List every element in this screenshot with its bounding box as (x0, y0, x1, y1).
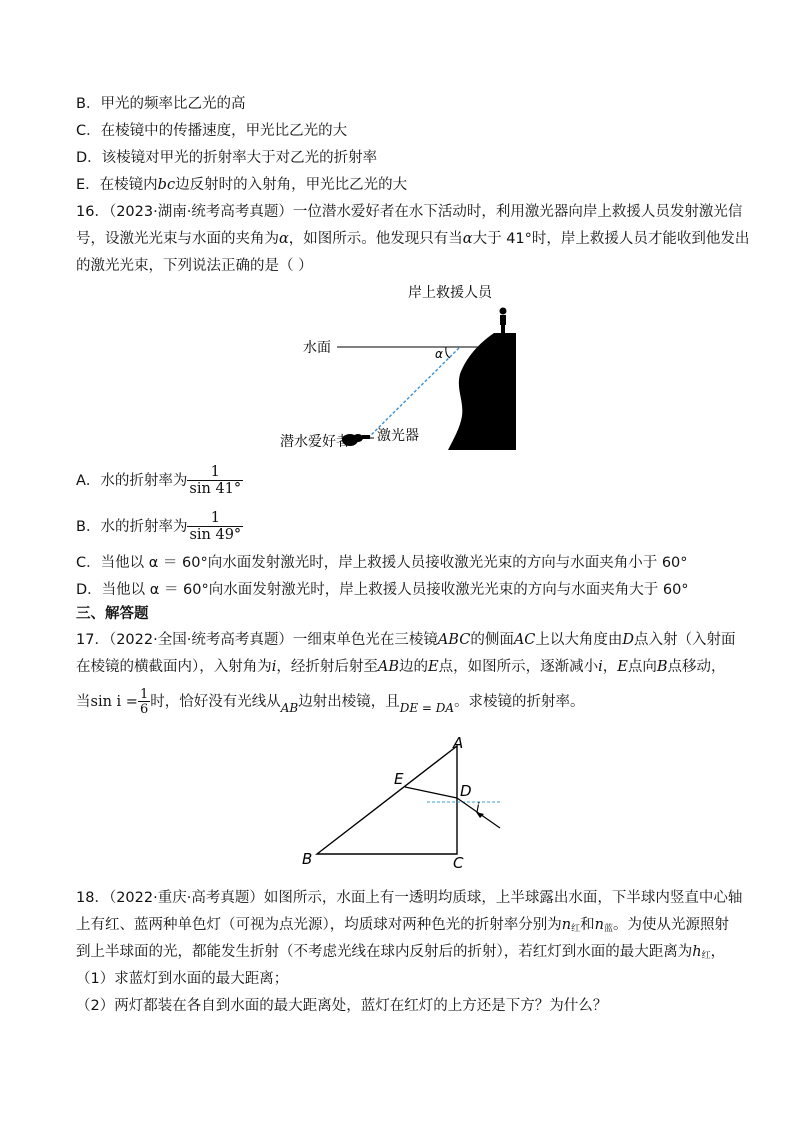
option-a-pre: A．水的折射率为 (76, 473, 188, 489)
q16-line2-b: ，如图所示。他发现只有当 (288, 231, 463, 247)
q18-l2-a: 上有红、蓝两种单色灯（可视为点光源），均质球对两种色光的折射率分别为 (76, 917, 562, 933)
angle-alpha-label: α (435, 347, 443, 361)
q17-l2-d: 点，如图所示，逐渐减小 (438, 659, 599, 675)
q17-l3-c: 边射出棱镜，且 (298, 694, 400, 710)
q17-l2-g: 点移动， (667, 659, 726, 675)
q17-line3 (76, 684, 585, 726)
option-e-post: 边反射时的入射角，甲光比乙光的大 (175, 177, 408, 193)
var-ac: AC (513, 632, 536, 648)
alpha-symbol-2: α (462, 231, 473, 247)
q17-l3-a: 当 (76, 694, 91, 710)
q17-l1-b: 的侧面 (470, 632, 514, 648)
option-b-q15: B．甲光的频率比乙光的高 (76, 96, 246, 112)
q17-l2-a: 在棱镜的横截面内），入射角为 (76, 659, 272, 675)
q18-line3 (76, 942, 725, 966)
de-equals-da: DE = DA (399, 701, 455, 715)
option-d-q15: D．该棱镜对甲光的折射率大于对乙光的折射率 (76, 150, 378, 166)
diver-label: 潜水爱好者 (280, 434, 350, 450)
var-ab: AB (377, 659, 400, 675)
prism-figure (290, 732, 520, 872)
diver-laser-figure (270, 278, 550, 460)
q18-line4: （1）求蓝灯到水面的最大距离； (76, 971, 289, 987)
option-b-pre: B．水的折射率为 (76, 519, 188, 535)
n-red-sub: 红 (571, 924, 581, 934)
prism-triangle (317, 746, 457, 854)
q18-l2-c: 。为使从光源照射 (612, 917, 729, 933)
option-a-q16 (76, 463, 243, 499)
h-red-sub: 红 (701, 951, 711, 961)
q16-line1: 16．（2023·湖南·统考高考真题）一位潜水爱好者在水下活动时，利用激光器向岸上救援人员发射激光信 (76, 204, 743, 220)
q17-l1-d: 点入射（入射面 (634, 632, 736, 648)
q16-line2-c: 大于 41°时，岸上救援人员才能收到他发出 (472, 231, 750, 247)
n-blue-sub: 蓝 (603, 924, 613, 934)
laser-beam-line (368, 347, 460, 438)
q17-l1-c: 上以大角度由 (535, 632, 623, 648)
q17-l1-a: 17．（2022·全国·统考高考真题）一细束单色光在三棱镜 (76, 632, 438, 648)
water-label: 水面 (303, 340, 331, 356)
rescuer-figure-icon (500, 308, 507, 334)
h-red: h (692, 944, 702, 960)
laser-label: 激光器 (377, 428, 419, 444)
var-e: E (428, 659, 439, 675)
one-sixth-fraction (138, 688, 150, 716)
q16-line2 (76, 229, 749, 249)
rescuer-label: 岸上救援人员 (408, 285, 492, 301)
q17-l3-d: 。求棱镜的折射率。 (454, 694, 585, 710)
sin-i-expr: sin i = (90, 694, 138, 710)
q18-l2-b: 和 (580, 917, 595, 933)
var-i-2: i (598, 659, 603, 675)
q17-line1 (76, 630, 736, 650)
option-e-pre: E．在棱镜内 (76, 177, 158, 193)
option-b-denominator: sin 49° (189, 527, 242, 543)
option-c-q16: C．当他以 α ＝ 60°向水面发射激光时，岸上救援人员接收激光光束的方向与水面夹角小于 60° (76, 555, 688, 571)
vertex-a: A (453, 734, 464, 752)
q17-line2 (76, 657, 726, 677)
n-blue: n (594, 917, 604, 933)
option-a-fraction (187, 465, 243, 497)
option-b-q16 (76, 509, 243, 545)
cliff-shape (448, 333, 516, 450)
option-e-q15 (76, 175, 407, 195)
q17-l3-b: 时，恰好没有光线从 (150, 694, 281, 710)
q18-l3-b: ， (710, 944, 726, 960)
q16-line2-a: 号，设激光光束与水面的夹角为 (76, 231, 279, 247)
q17-l2-e: ， (602, 659, 618, 675)
angle-arc (446, 347, 450, 358)
point-d: D (460, 782, 472, 800)
option-a-denominator: sin 41° (189, 481, 242, 497)
var-e-2: E (617, 659, 628, 675)
q16-line3: 的激光光束，下列说法正确的是（ ） (76, 258, 313, 274)
option-d-q16: D．当他以 α ＝ 60°向水面发射激光时，岸上救援人员接收激光光束的方向与水面夹角大于 60° (76, 582, 689, 598)
q17-l2-c: 边的 (399, 659, 429, 675)
var-i: i (271, 659, 277, 675)
section-heading: 三、解答题 (76, 606, 149, 622)
q18-line5: （2）两灯都装在各自到水面的最大距离处，蓝灯在红灯的上方还是下方？为什么？ (76, 998, 608, 1014)
q18-line2 (76, 915, 729, 939)
option-b-fraction (187, 511, 243, 543)
frac-denominator: 6 (139, 702, 149, 717)
var-b: B (656, 659, 668, 675)
option-a-numerator: 1 (210, 464, 220, 480)
var-ab-2: AB (280, 701, 299, 715)
vertex-c: C (453, 854, 464, 872)
frac-numerator: 1 (139, 687, 149, 702)
option-b-numerator: 1 (210, 510, 220, 526)
q17-l2-b: ，经折射后射至 (276, 659, 378, 675)
vertex-b: B (302, 850, 313, 868)
var-d: D (622, 632, 635, 648)
n-red: n (561, 917, 572, 933)
alpha-symbol: α (279, 231, 289, 247)
q18-l3-a: 到上半球面的光，都能发生折射（不考虑光线在球内反射后的折射），若红灯到水面的最大距离为 (76, 944, 693, 960)
refracted-ray (405, 787, 457, 798)
angle-i: i (476, 801, 480, 816)
option-c-q15: C．在棱镜中的传播速度，甲光比乙光的大 (76, 123, 348, 139)
var-bc: bc (157, 177, 176, 193)
var-abc: ABC (437, 632, 471, 648)
q17-l2-f: 点向 (627, 659, 657, 675)
point-e: E (394, 770, 404, 788)
q18-line1: 18．（2022·重庆·高考真题）如图所示，水面上有一透明均质球，上半球露出水面，下半球内竖直中心轴 (76, 890, 743, 906)
